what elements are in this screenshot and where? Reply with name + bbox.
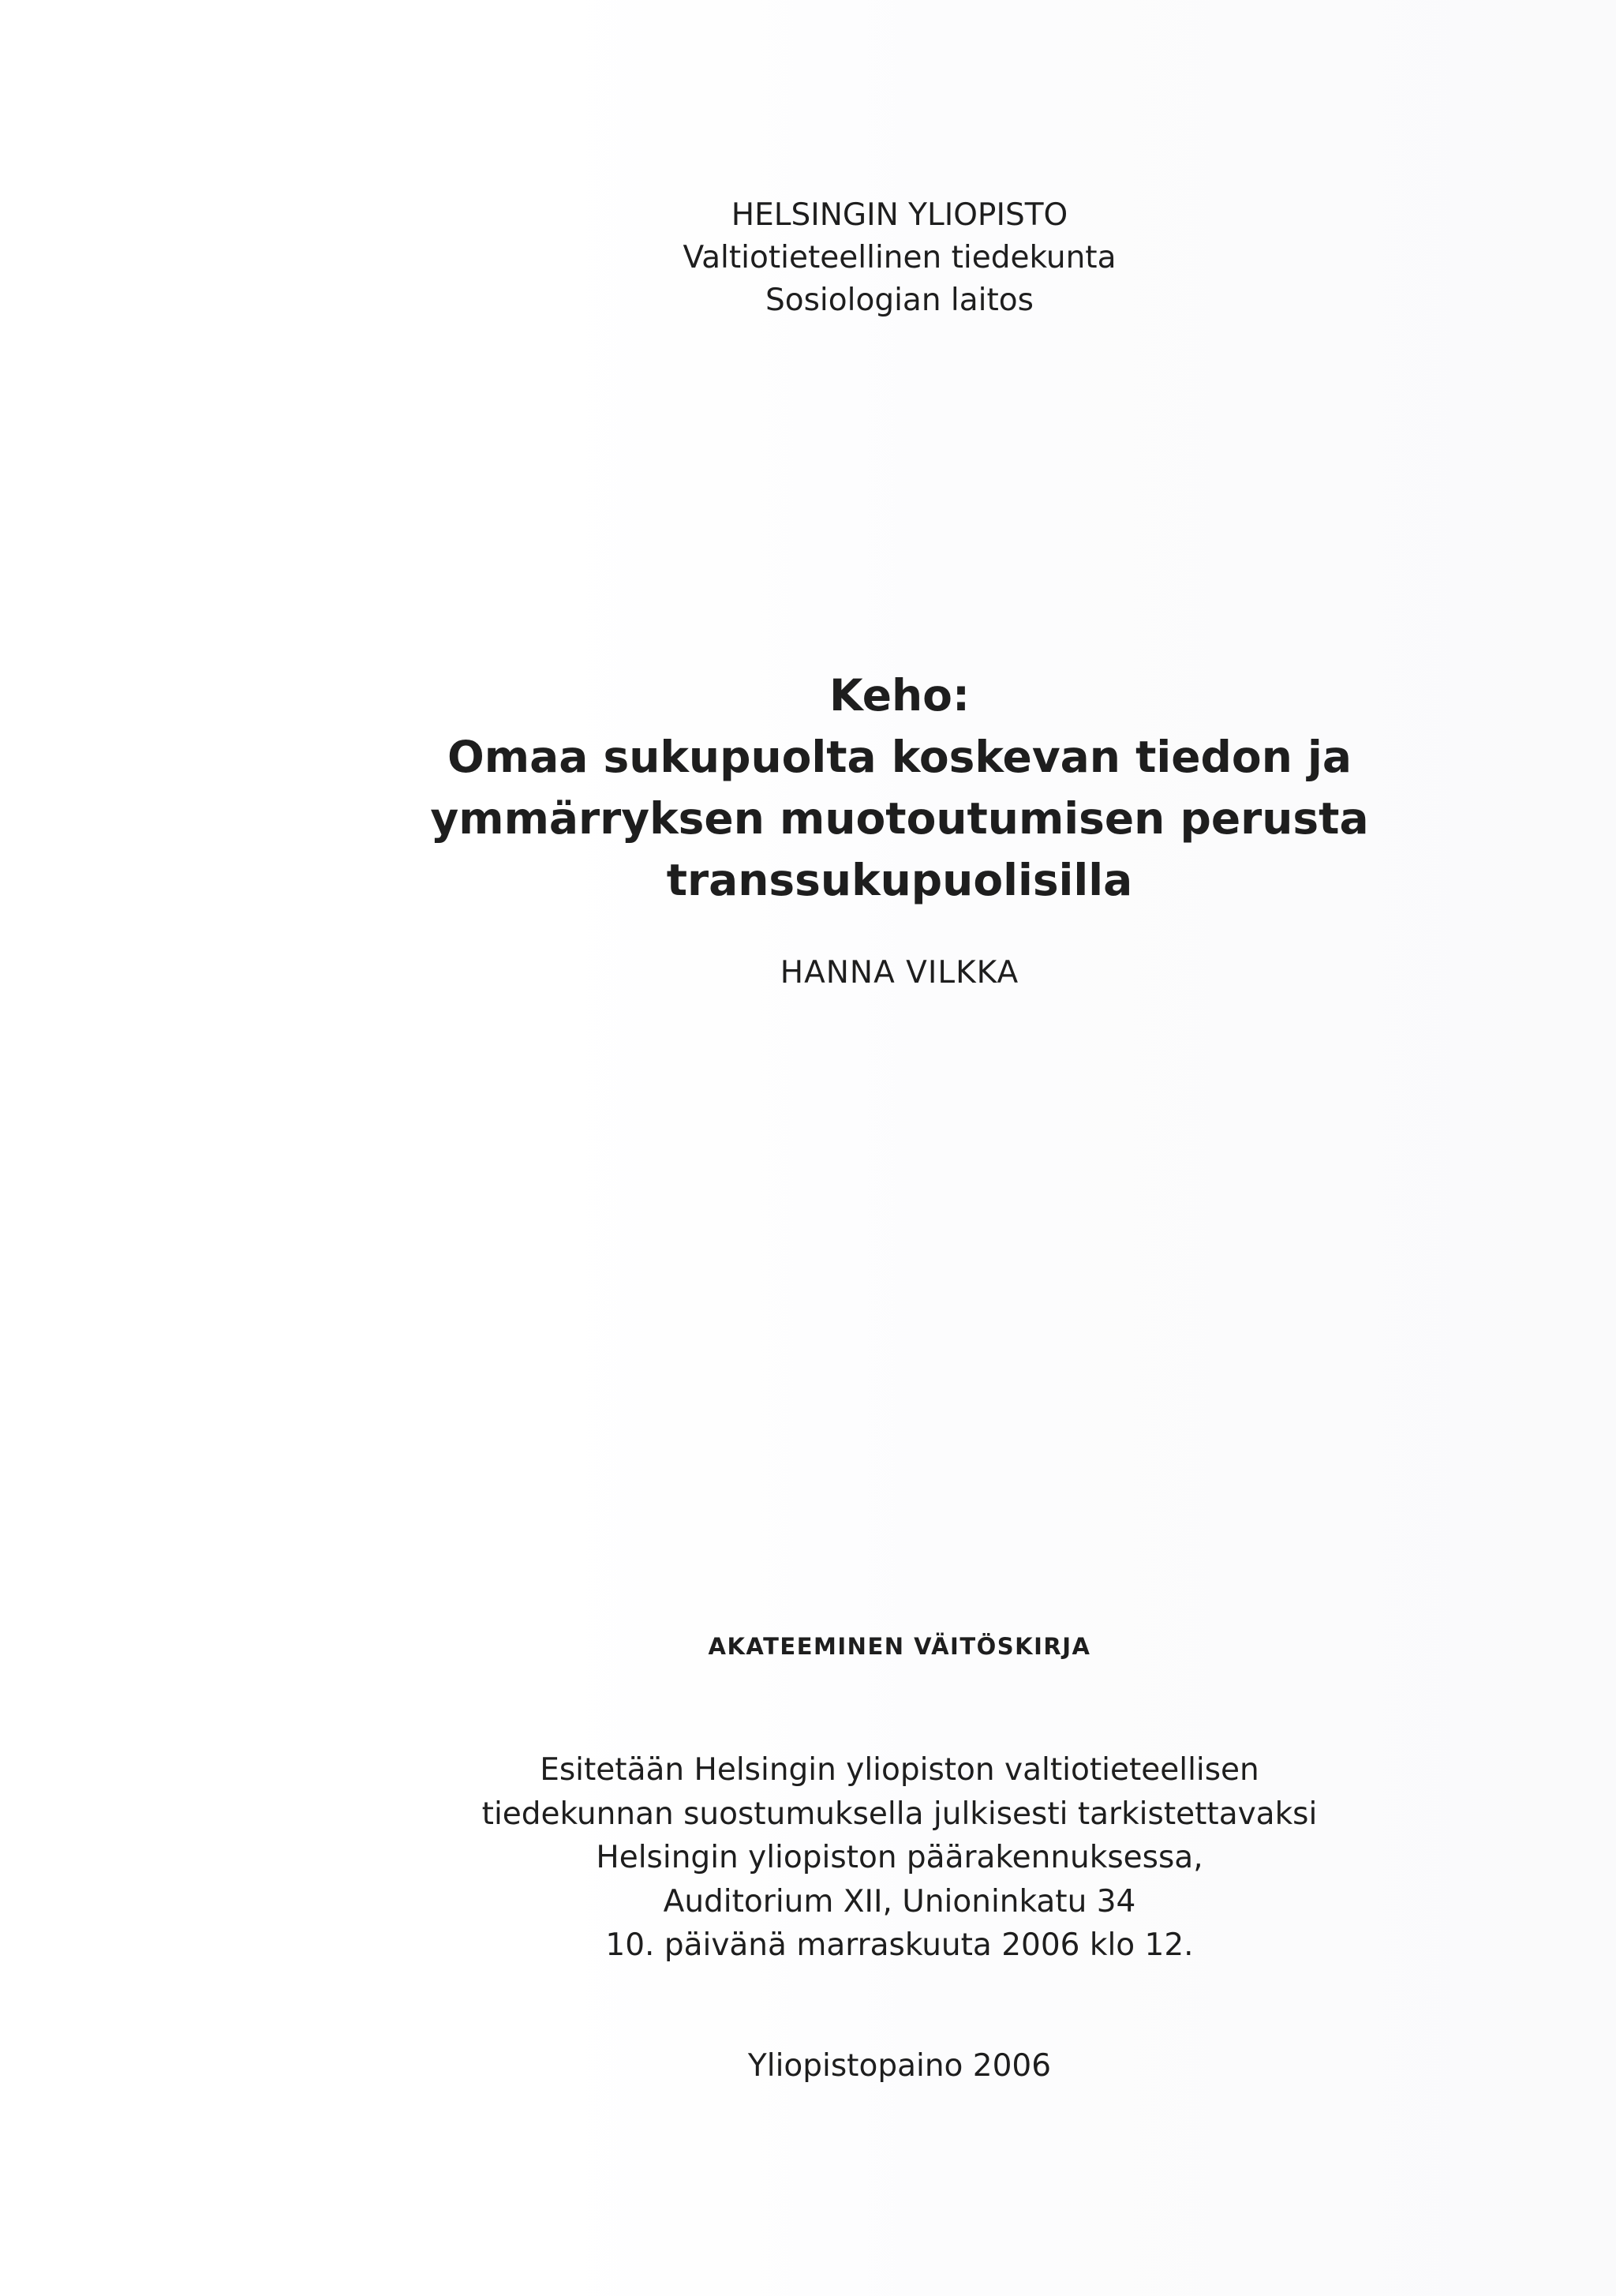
statement-line: Auditorium XII, Unioninkatu 34 <box>663 1883 1136 1920</box>
dissertation-title <box>410 665 1389 911</box>
author-name: HANNA VILKKA <box>780 955 1019 991</box>
title-line: Omaa sukupuolta koskevan tiedon ja <box>447 732 1352 782</box>
university-name: HELSINGIN YLIOPISTO <box>731 197 1068 233</box>
statement-line: tiedekunnan suostumuksella julkisesti tarkistettavaksi <box>481 1796 1318 1832</box>
department-name: Sosiologian laitos <box>765 283 1034 318</box>
institution-header <box>410 194 1389 322</box>
defense-statement <box>410 1748 1389 1968</box>
statement-line: Helsingin yliopiston päärakennuksessa, <box>596 1840 1203 1875</box>
document-type-label: AKATEEMINEN VÄITÖSKIRJA <box>708 1633 1091 1660</box>
statement-line: Esitetään Helsingin yliopiston valtiotieteellisen <box>540 1752 1259 1788</box>
title-line: Keho: <box>829 670 970 721</box>
title-line: transsukupuolisilla <box>666 855 1133 905</box>
statement-line: 10. päivänä marraskuuta 2006 klo 12. <box>605 1927 1194 1963</box>
title-line: ymmärryksen muotoutumisen perusta <box>430 793 1369 844</box>
faculty-name: Valtiotieteellinen tiedekunta <box>683 240 1117 275</box>
publisher-line: Yliopistopaino 2006 <box>747 2048 1052 2084</box>
